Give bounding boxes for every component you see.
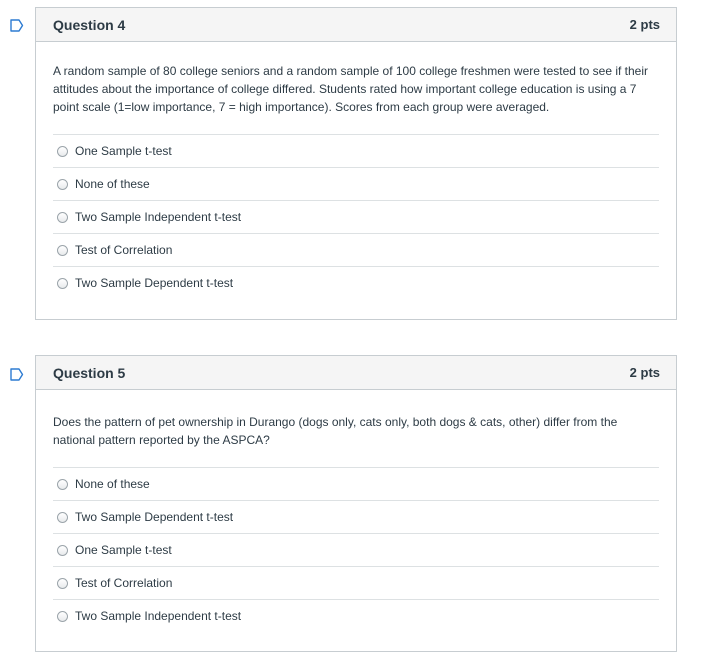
radio-button[interactable]	[57, 245, 68, 256]
answer-list	[53, 134, 659, 303]
answer-label[interactable]: Test of Correlation	[75, 243, 173, 257]
answer-option[interactable]	[53, 167, 659, 200]
answer-label[interactable]: One Sample t-test	[75, 144, 172, 158]
answer-list	[53, 467, 659, 636]
flag-question-icon[interactable]	[10, 19, 24, 32]
radio-button[interactable]	[57, 611, 68, 622]
question-header	[36, 8, 676, 42]
answer-option[interactable]	[53, 200, 659, 233]
radio-button[interactable]	[57, 146, 68, 157]
answer-option[interactable]	[53, 533, 659, 566]
answer-label[interactable]: Two Sample Dependent t-test	[75, 510, 234, 524]
answer-option[interactable]	[53, 500, 659, 533]
answer-label[interactable]: Two Sample Dependent t-test	[75, 276, 234, 290]
radio-button[interactable]	[57, 479, 68, 490]
question-points: 2 pts	[629, 17, 660, 32]
answer-option[interactable]	[53, 566, 659, 599]
question-text: Does the pattern of pet ownership in Durango (dogs only, cats only, both dogs & cats, other) differ from the national pattern reported by the ASPCA?	[53, 415, 618, 447]
answer-label[interactable]: Two Sample Independent t-test	[75, 210, 242, 224]
answer-label[interactable]: Two Sample Independent t-test	[75, 609, 242, 623]
radio-button[interactable]	[57, 578, 68, 589]
question-header	[36, 356, 676, 390]
question-4	[35, 7, 677, 320]
question-points: 2 pts	[629, 365, 660, 380]
answer-label[interactable]: None of these	[75, 177, 150, 191]
question-text: A random sample of 80 college seniors and a random sample of 100 college freshmen were tested to see if their attitudes about the importance of college differed. Students rated how important college education is using a 7 point scale (1=low importance, 7 = high importance). Scores from each group were averaged.	[53, 64, 649, 114]
radio-button[interactable]	[57, 545, 68, 556]
answer-option[interactable]	[53, 467, 659, 500]
answer-label[interactable]: One Sample t-test	[75, 543, 172, 557]
answer-label[interactable]: None of these	[75, 477, 150, 491]
answer-option[interactable]	[53, 134, 659, 167]
radio-button[interactable]	[57, 278, 68, 289]
flag-question-icon[interactable]	[10, 368, 24, 381]
answer-label[interactable]: Test of Correlation	[75, 576, 173, 590]
answer-option[interactable]	[53, 266, 659, 299]
question-body	[36, 42, 676, 303]
question-title: Question 4	[53, 16, 126, 33]
radio-button[interactable]	[57, 179, 68, 190]
answer-option[interactable]	[53, 233, 659, 266]
radio-button[interactable]	[57, 212, 68, 223]
answer-option[interactable]	[53, 599, 659, 632]
radio-button[interactable]	[57, 512, 68, 523]
question-body	[36, 390, 676, 636]
question-title: Question 5	[53, 364, 126, 381]
question-5	[35, 355, 677, 652]
